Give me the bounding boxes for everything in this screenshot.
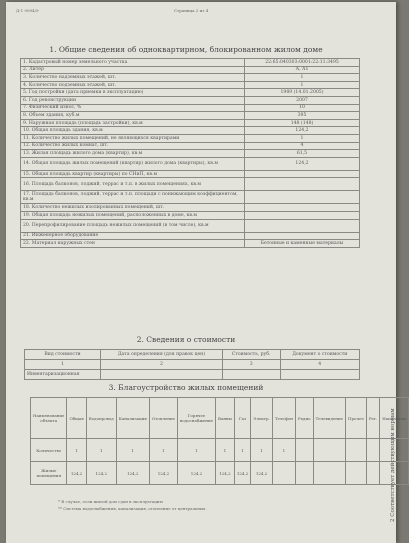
- cost-cell: Инвентаризационная: [25, 370, 101, 380]
- amenities-cell: 1: [178, 439, 216, 462]
- info-label: 14. Общая площадь жилых помещений (квартир) жилого дома (квартиры), кв.м: [21, 157, 245, 170]
- amenities-cell: 124,2: [149, 462, 177, 485]
- amenities-cell: 1: [272, 439, 295, 462]
- info-value: 148 (148): [245, 119, 360, 127]
- info-row: [21, 104, 360, 112]
- info-row: [21, 240, 360, 248]
- info-value: [245, 232, 360, 240]
- amenities-row: [31, 439, 409, 462]
- info-row: [21, 96, 360, 104]
- info-row: [21, 112, 360, 120]
- amenities-header: Газ: [234, 398, 250, 439]
- info-row: [21, 59, 360, 67]
- amenities-cell: 1: [116, 439, 149, 462]
- info-label: 15. Общая площадь квартир (квартиры) по СНиП, кв.м: [21, 170, 245, 178]
- amenities-cell: 1: [149, 439, 177, 462]
- amenities-cell: 1: [86, 439, 116, 462]
- amenities-cell: 124,2: [67, 462, 86, 485]
- info-value: 1: [245, 81, 360, 89]
- amenities-cell: [313, 462, 345, 485]
- amenities-cell: 124,2: [178, 462, 216, 485]
- amenities-cell: 124,2: [116, 462, 149, 485]
- amenities-cell: [313, 439, 345, 462]
- info-label: 8. Объем здания, куб.м: [21, 112, 245, 120]
- info-row: [21, 66, 360, 74]
- amenities-cell: [345, 462, 366, 485]
- amenities-row: [31, 462, 409, 485]
- cost-cell: [222, 370, 280, 380]
- amenities-cell: 124,2: [216, 462, 235, 485]
- info-row: [21, 232, 360, 240]
- page-counter: Страница 2 из 4: [174, 8, 209, 13]
- amenities-header: Канализация: [116, 398, 149, 439]
- info-label: 21. Инженерное оборудование: [21, 232, 245, 240]
- info-label: 6. Год реконструкции: [21, 96, 245, 104]
- amenities-header-row: [31, 398, 409, 439]
- amenities-cell: Жилые помещения: [31, 462, 67, 485]
- document-number: Д-1 9094/9: [16, 8, 39, 13]
- amenities-cell: 1: [251, 439, 273, 462]
- general-info-table: [20, 58, 360, 248]
- amenities-header: Прочее: [345, 398, 366, 439]
- amenities-header: Напольные: [380, 398, 409, 439]
- amenities-header: Радио: [295, 398, 313, 439]
- info-label: 7. Физический износ, %: [21, 104, 245, 112]
- cost-num: 2: [101, 360, 223, 370]
- amenities-cell: [366, 439, 379, 462]
- info-row: [21, 178, 360, 191]
- info-label: 4. Количество подземных этажей, шт.: [21, 81, 245, 89]
- info-label: 16. Площадь балконов, лоджий, террас и т.п. в жилых помещениях, кв.м: [21, 178, 245, 191]
- info-row: [21, 89, 360, 97]
- amenities-header: Телефон: [272, 398, 295, 439]
- amenities-header: Наименование объекта: [31, 398, 67, 439]
- amenities-header: Отопление: [149, 398, 177, 439]
- info-value: 10: [245, 104, 360, 112]
- amenities-cell: 124,2: [86, 462, 116, 485]
- info-label: 13. Жилая площадь жилого дома (квартир), кв.м: [21, 150, 245, 158]
- cost-header: Вид стоимости: [25, 350, 101, 360]
- info-label: 17. Площадь балконов, лоджий, террас и т.п. площади с понижающим коэффициентом, кв.м: [21, 191, 245, 204]
- info-row: [21, 170, 360, 178]
- info-label: 11. Количество жилых помещений, не являющихся квартирами: [21, 134, 245, 142]
- info-label: 9. Наружная площадь (площадь застройки), кв.м: [21, 119, 245, 127]
- info-label: 3. Количество надземных этажей, шт.: [21, 74, 245, 82]
- section3-title: 3. Благоустройство жилых помещений: [108, 383, 264, 392]
- info-label: 19. Общая площадь нежилых помещений, расположенных в доме, кв.м: [21, 211, 245, 219]
- amenities-cell: [295, 462, 313, 485]
- amenities-header: Общая: [67, 398, 86, 439]
- info-value: [245, 178, 360, 191]
- info-value: 1: [245, 134, 360, 142]
- document-page: [6, 2, 407, 543]
- amenities-cell: [345, 439, 366, 462]
- info-value: А, А1: [245, 66, 360, 74]
- amenities-cell: 1: [234, 439, 250, 462]
- info-value: 124,2: [245, 127, 360, 135]
- footnote: ** Система водоснабжения, канализация, отопление от центральных: [58, 506, 206, 511]
- info-label: 1. Кадастровый номер земельного участка: [21, 59, 245, 67]
- info-value: 4: [245, 142, 360, 150]
- section1-title: 1. Общие сведения об одноквартирном, блокированном жилом доме: [49, 45, 323, 54]
- cost-num: 4: [280, 360, 359, 370]
- info-label: 20. Перепрофилирование площадь нежилых помещений (в том числе), кв.м: [21, 219, 245, 232]
- amenities-cell: [366, 462, 379, 485]
- amenities-cell: 1: [67, 439, 86, 462]
- cost-header: Дата определения (для правок цен): [101, 350, 223, 360]
- info-value: 2007: [245, 96, 360, 104]
- amenities-header: Водопровод: [86, 398, 116, 439]
- cost-cell: [280, 370, 359, 380]
- amenities-header: Ванны: [216, 398, 235, 439]
- info-label: 10. Общая площадь здания, кв.м: [21, 127, 245, 135]
- amenities-header: Электр.: [251, 398, 273, 439]
- info-row: [21, 219, 360, 232]
- info-label: 5. Год постройки (дата приемки в эксплуатацию): [21, 89, 245, 97]
- amenities-cell: [272, 462, 295, 485]
- info-value: [245, 170, 360, 178]
- info-value: 61,5: [245, 150, 360, 158]
- amenities-header: Рег.: [366, 398, 379, 439]
- amenities-cell: [295, 439, 313, 462]
- section2-title: 2. Сведения о стоимости: [136, 335, 236, 344]
- info-value: 124,2: [245, 157, 360, 170]
- footnote: * В случае, если жилой дом сдан в эксплуатацию: [58, 499, 163, 504]
- info-row: [21, 204, 360, 212]
- info-label: 2. Литер: [21, 66, 245, 74]
- amenities-table: [30, 397, 409, 485]
- amenities-header: Телевидение: [313, 398, 345, 439]
- cost-header: Стоимость, руб.: [222, 350, 280, 360]
- info-row: [21, 74, 360, 82]
- info-label: 22. Материал наружных стен: [21, 240, 245, 248]
- info-label: 12. Количество жилых комнат, шт.: [21, 142, 245, 150]
- info-row: [21, 211, 360, 219]
- info-value: 1: [245, 74, 360, 82]
- side-stamp-text: 2 Соответствует действующим нормам: [390, 408, 396, 522]
- cost-num: 1: [25, 360, 101, 370]
- cost-header: Документ о стоимости: [280, 350, 359, 360]
- cost-cell: [101, 370, 223, 380]
- info-row: [21, 119, 360, 127]
- amenities-header: Горячее водоснабжение: [178, 398, 216, 439]
- amenities-cell: 124,2: [234, 462, 250, 485]
- info-value: Бетонные и каменные материалы: [245, 240, 360, 248]
- info-label: 18. Количество нежилых изолированных помещений, шт.: [21, 204, 245, 212]
- info-value: [245, 219, 360, 232]
- info-row: [21, 142, 360, 150]
- info-row: [21, 150, 360, 158]
- amenities-cell: 124,2: [251, 462, 273, 485]
- info-row: [21, 134, 360, 142]
- info-row: [21, 157, 360, 170]
- amenities-cell: 1: [216, 439, 235, 462]
- info-value: [245, 211, 360, 219]
- info-row: [21, 127, 360, 135]
- cost-num: 3: [222, 360, 280, 370]
- amenities-cell: Количество: [31, 439, 67, 462]
- info-value: 22:65:040303:0001:22:11:3495: [245, 59, 360, 67]
- info-row: [21, 81, 360, 89]
- info-row: [21, 191, 360, 204]
- info-value: 1989 (14.01.2005): [245, 89, 360, 97]
- info-value: [245, 191, 360, 204]
- info-value: [245, 204, 360, 212]
- cost-table: [24, 349, 360, 380]
- info-value: 395: [245, 112, 360, 120]
